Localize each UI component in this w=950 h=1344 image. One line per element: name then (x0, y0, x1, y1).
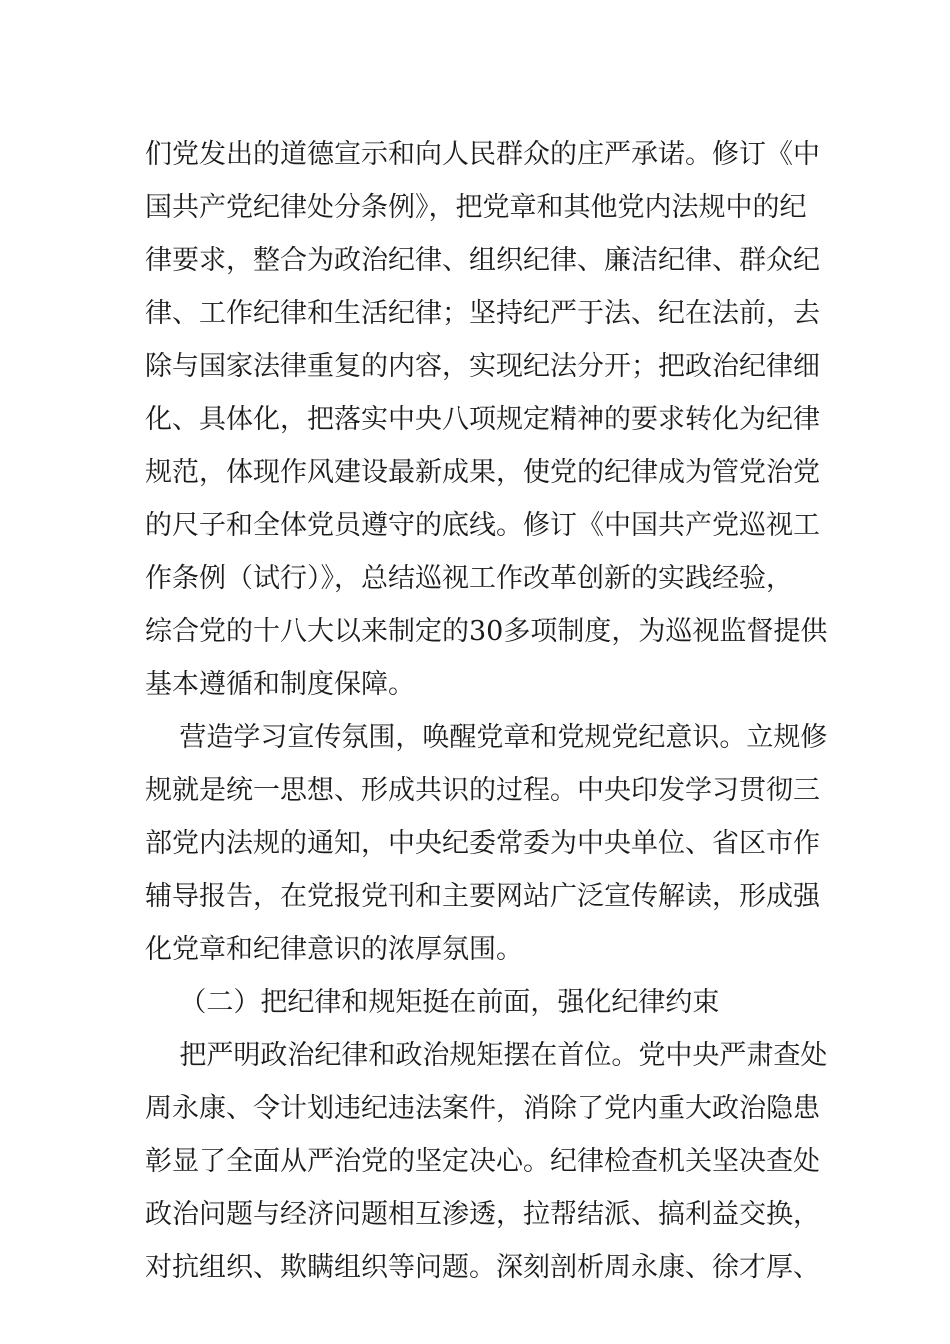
text-line-4: 律、工作纪律和生活纪律；坚持纪严于法、纪在法前，去 (145, 298, 820, 329)
text-line-15: 辅导报告，在党报党刊和主要网站广泛宣传解读，形成强 (145, 881, 820, 912)
paragraph-start-line: 营造学习宣传氛围，唤醒党章和党规党纪意识。立规修 (145, 722, 828, 753)
text-line-11: 基本遵循和制度保障。 (145, 669, 415, 700)
text-line-14: 部党内法规的通知，中央纪委常委为中央单位、省区市作 (145, 828, 820, 859)
text-line-7: 规范，体现作风建设最新成果，使党的纪律成为管党治党 (145, 457, 820, 488)
paragraph-start-line: 把严明政治纪律和政治规矩摆在首位。党中央严肃查处 (145, 1040, 828, 1071)
section-heading: （二）把纪律和规矩挺在前面，强化纪律约束 (145, 987, 720, 1018)
text-line-6: 化、具体化，把落实中央八项规定精神的要求转化为纪律 (145, 404, 820, 435)
text-line-9: 作条例（试行）》，总结巡视工作改革创新的实践经验， (145, 563, 793, 594)
text-line-13: 规就是统一思想、形成共识的过程。中央印发学习贯彻三 (145, 775, 820, 806)
text-line-21: 政治问题与经济问题相互渗透，拉帮结派、搞利益交换， (145, 1199, 820, 1230)
text-line-8: 的尺子和全体党员遵守的底线。修订《中国共产党巡视工 (145, 510, 820, 541)
text-line-10: 综合党的十八大以来制定的30多项制度，为巡视监督提供 (145, 616, 828, 647)
text-line-5: 除与国家法律重复的内容，实现纪法分开；把政治纪律细 (145, 351, 820, 382)
text-line-19: 周永康、令计划违纪违法案件，消除了党内重大政治隐患 (145, 1093, 820, 1124)
text-line-22: 对抗组织、欺瞒组织等问题。深刻剖析周永康、徐才厚、 (145, 1252, 820, 1283)
text-line-16: 化党章和纪律意识的浓厚氛围。 (145, 934, 523, 965)
text-line-20: 彰显了全面从严治党的坚定决心。纪律检查机关坚决查处 (145, 1146, 820, 1177)
text-line-2: 国共产党纪律处分条例》，把党章和其他党内法规中的纪 (145, 192, 807, 223)
text-line-3: 律要求，整合为政治纪律、组织纪律、廉洁纪律、群众纪 (145, 245, 820, 276)
text-line-1: 们党发出的道德宣示和向人民群众的庄严承诺。修订《中 (145, 139, 820, 170)
